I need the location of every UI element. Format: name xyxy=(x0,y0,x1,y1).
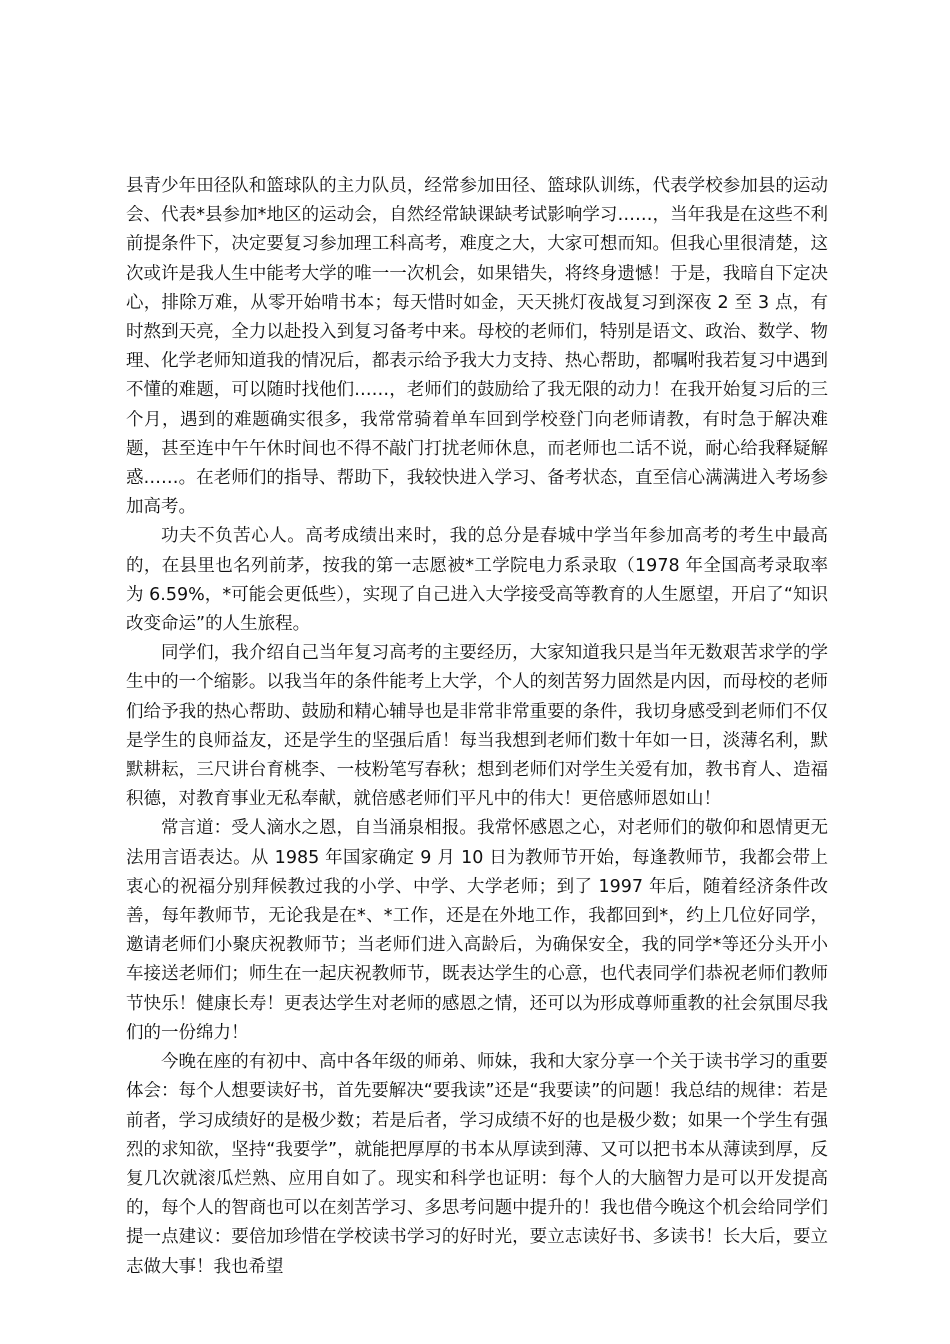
document-page xyxy=(126,172,828,1282)
paragraph-3: 同学们，我介绍自己当年复习高考的主要经历，大家知道我只是当年无数艰苦求学的学生中的一个缩影。以我当年的条件能考上大学，个人的刻苦努力固然是内因，而母校的老师们给予我的热心帮助、鼓励和精心辅导也是非常非常重要的条件，我切身感受到老师们不仅是学生的良师益友，还是学生的坚强后盾！每当我想到老师们数十年如一日，淡薄名利，默默耕耘，三尺讲台育桃李、一枝粉笔写春秋；想到老师们对学生关爱有加，教书育人、造福积德，对教育事业无私奉献，就倍感老师们平凡中的伟大！更倍感师恩如山！ xyxy=(126,643,828,810)
paragraph-1: 县青少年田径队和篮球队的主力队员，经常参加田径、篮球队训练，代表学校参加县的运动会、代表*县参加*地区的运动会，自然经常缺课缺考试影响学习……，当年我是在这些不利前提条件下，决定要复习参加理工科高考，难度之大，大家可想而知。但我心里很清楚，这次或许是我人生中能考大学的唯一一次机会，如果错失，将终身遗憾！于是，我暗自下定决心，排除万难，从零开始啃书本；每天惜时如金，天天挑灯夜战复习到深夜 2 至 3 点，有时熬到天亮，全力以赴投入到复习备考中来。母校的老师们，特别是语文、政治、数学、物理、化学老师知道我的情况后，都表示给予我大力支持、热心帮助，都嘱咐我若复习中遇到不懂的难题，可以随时找他们……，老师们的鼓励给了我无限的动力！在我开始复习后的三个月，遇到的难题确实很多，我常常骑着单车回到学校登门向老师请教，有时急于解决难题，甚至连中午午休时间也不得不敲门打扰老师休息，而老师也二话不说，耐心给我释疑解惑……。在老师们的指导、帮助下，我较快进入学习、备考状态，直至信心满满进入考场参加高考。 xyxy=(126,176,828,518)
paragraph-5: 今晚在座的有初中、高中各年级的师弟、师妹，我和大家分享一个关于读书学习的重要体会：每个人想要读好书，首先要解决“要我读”还是“我要读”的问题！我总结的规律：若是前者，学习成绩好的是极少数；若是后者，学习成绩不好的也是极少数；如果一个学生有强烈的求知欲，坚持“我要学”，就能把厚厚的书本从厚读到薄、又可以把书本从薄读到厚，反复几次就滚瓜烂熟、应用自如了。现实和科学也证明：每个人的大脑智力是可以开发提高的，每个人的智商也可以在刻苦学习、多思考问题中提升的！我也借今晚这个机会给同学们提一点建议：要倍加珍惜在学校读书学习的好时光，要立志读好书、多读书！长大后，要立志做大事！我也希望 xyxy=(126,1052,828,1277)
paragraph-2: 功夫不负苦心人。高考成绩出来时，我的总分是春城中学当年参加高考的考生中最高的，在县里也名列前茅，按我的第一志愿被*工学院电力系录取（1978 年全国高考录取率为 6.59%，*可能会更低些），实现了自己进入大学接受高等教育的人生愿望，开启了“知识改变命运”的人生旅程。 xyxy=(126,526,828,635)
paragraph-4: 常言道：受人滴水之恩，自当涌泉相报。我常怀感恩之心，对老师们的敬仰和恩情更无法用言语表达。从 1985 年国家确定 9 月 10 日为教师节开始，每逢教师节，我都会带上衷心的祝福分别拜候教过我的小学、中学、大学老师；到了 1997 年后，随着经济条件改善，每年教师节，无论我是在*、*工作，还是在外地工作，我都回到*，约上几位好同学，邀请老师们小聚庆祝教师节；当老师们进入高龄后，为确保安全，我的同学*等还分头开小车接送老师们；师生在一起庆祝教师节，既表达学生的心意，也代表同学们恭祝老师们教师节快乐！健康长寿！更表达学生对老师的感恩之情，还可以为形成尊师重教的社会氛围尽我们的一份绵力！ xyxy=(126,818,828,1043)
